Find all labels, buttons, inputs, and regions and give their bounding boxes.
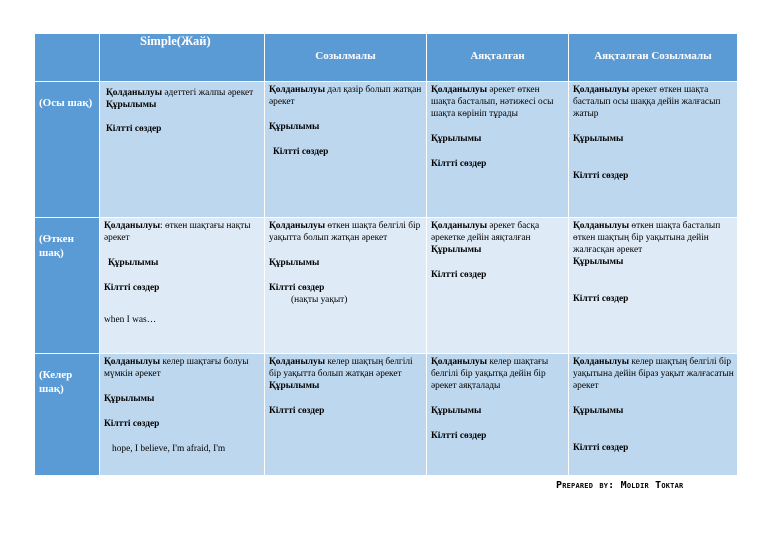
usage-text: өткен шақта басталып өткен шақтың бір уақытына дейін жалғасқан әрекет: [573, 221, 721, 255]
keywords-label: Кілтті сөздер: [431, 270, 487, 280]
row-header-label: (Өткен шақ): [39, 233, 74, 259]
example-text: hope, I believe, I'm afraid, I'm: [112, 444, 226, 454]
table-cell: [265, 354, 427, 476]
column-header-perfect-continuous: [569, 34, 738, 82]
usage-label: Қолданылуы: [573, 221, 630, 231]
usage-text: келер шақтағы белгілі бір уақытқа дейін бір әрекет аяқталады: [431, 357, 549, 391]
usage-label: Қолданылуы: [269, 221, 326, 231]
table-cell: [265, 218, 427, 354]
keywords-label: Кілтті сөздер: [104, 419, 160, 429]
keywords-label: Кілтті сөздер: [269, 283, 325, 293]
column-header-continuous: [265, 34, 427, 82]
keywords-note: (нақты уақыт): [291, 295, 348, 305]
usage-label: Қолданылуы: [431, 221, 488, 231]
structure-label: Құрылымы: [431, 406, 482, 416]
keywords-label: Кілтті сөздер: [273, 147, 329, 157]
usage-label: Қолданылуы: [104, 357, 161, 367]
table-corner-cell: [35, 34, 100, 82]
column-header-perfect: [427, 34, 569, 82]
row-header-past: [35, 218, 100, 354]
table-cell: [569, 218, 738, 354]
usage-text: келер шақтағы болуы мүмкін әрекет: [104, 357, 249, 379]
usage-text: келер шақтың белгілі бір уақытта болып жатқан әрекет: [269, 357, 413, 379]
usage-label: Қолданылуы: [104, 221, 161, 231]
structure-label: Құрылымы: [106, 100, 157, 110]
row-header-present: [35, 82, 100, 218]
usage-label: Қолданылуы: [269, 85, 326, 95]
structure-label: Құрылымы: [431, 245, 482, 255]
structure-label: Құрылымы: [431, 134, 482, 144]
usage-label: Қолданылуы: [431, 85, 488, 95]
column-header-label: Аяқталған: [470, 50, 525, 62]
keywords-label: Кілтті сөздер: [573, 443, 629, 453]
table-cell: [100, 218, 265, 354]
structure-label: Құрылымы: [269, 381, 320, 391]
structure-label: Құрылымы: [269, 258, 320, 268]
keywords-label: Кілтті сөздер: [573, 171, 629, 181]
usage-label: Қолданылуы: [106, 88, 163, 98]
example-text: when I was…: [104, 315, 157, 325]
row-header-future: [35, 354, 100, 476]
keywords-label: Кілтті сөздер: [431, 159, 487, 169]
table-cell: [569, 82, 738, 218]
table-cell: [427, 218, 569, 354]
keywords-label: Кілтті сөздер: [104, 283, 160, 293]
structure-label: Құрылымы: [573, 406, 624, 416]
structure-label: Құрылымы: [269, 122, 320, 132]
keywords-label: Кілтті сөздер: [573, 294, 629, 304]
table-cell: [427, 82, 569, 218]
usage-label: Қолданылуы: [431, 357, 488, 367]
table-cell: [265, 82, 427, 218]
usage-text: әрекет басқа әрекетке дейін аяқталған: [431, 221, 540, 243]
structure-label: Құрылымы: [104, 394, 155, 404]
table-cell: [427, 354, 569, 476]
usage-text: дәл қазір болып жатқан әрекет: [269, 85, 422, 107]
structure-label: Құрылымы: [573, 257, 624, 267]
structure-label: Құрылымы: [573, 134, 624, 144]
usage-text: әдеттегі жалпы әрекет: [162, 88, 254, 98]
structure-label: Құрылымы: [108, 258, 159, 268]
usage-text: өткен шақта белгілі бір уақытта болып жатқан әрекет: [269, 221, 421, 243]
usage-label: Қолданылуы: [573, 85, 630, 95]
column-header-label: Simple(Жай): [140, 34, 211, 48]
keywords-label: Кілтті сөздер: [269, 406, 325, 416]
table-cell: [100, 354, 265, 476]
keywords-label: Кілтті сөздер: [431, 431, 487, 441]
table-cell: [100, 82, 265, 218]
keywords-label: Кілтті сөздер: [106, 124, 162, 134]
table-cell: [569, 354, 738, 476]
usage-text: келер шақтың белгілі бір уақытына дейін біраз уақыт жалғасатын әрекет: [573, 357, 734, 391]
usage-text: әрекет өткен шақта басталып осы шаққа дейін жалғасып жатыр: [573, 85, 721, 119]
column-header-simple: [100, 34, 265, 82]
column-header-label: Аяқталған Созылмалы: [594, 50, 712, 62]
row-header-label: (Осы шақ): [39, 97, 93, 109]
row-header-label: (Келер шақ): [39, 369, 73, 395]
usage-text: : өткен шақтағы нақты әрекет: [104, 221, 251, 243]
tenses-table: [35, 34, 738, 476]
column-header-label: Созылмалы: [315, 50, 376, 62]
usage-label: Қолданылуы: [573, 357, 630, 367]
usage-text: әрекет өткен шақта басталып, нәтижесі осы шақта көрініп тұрады: [431, 85, 554, 119]
prepared-by-credit: Prepared by: Moldir Toktar: [556, 480, 684, 491]
usage-label: Қолданылуы: [269, 357, 326, 367]
